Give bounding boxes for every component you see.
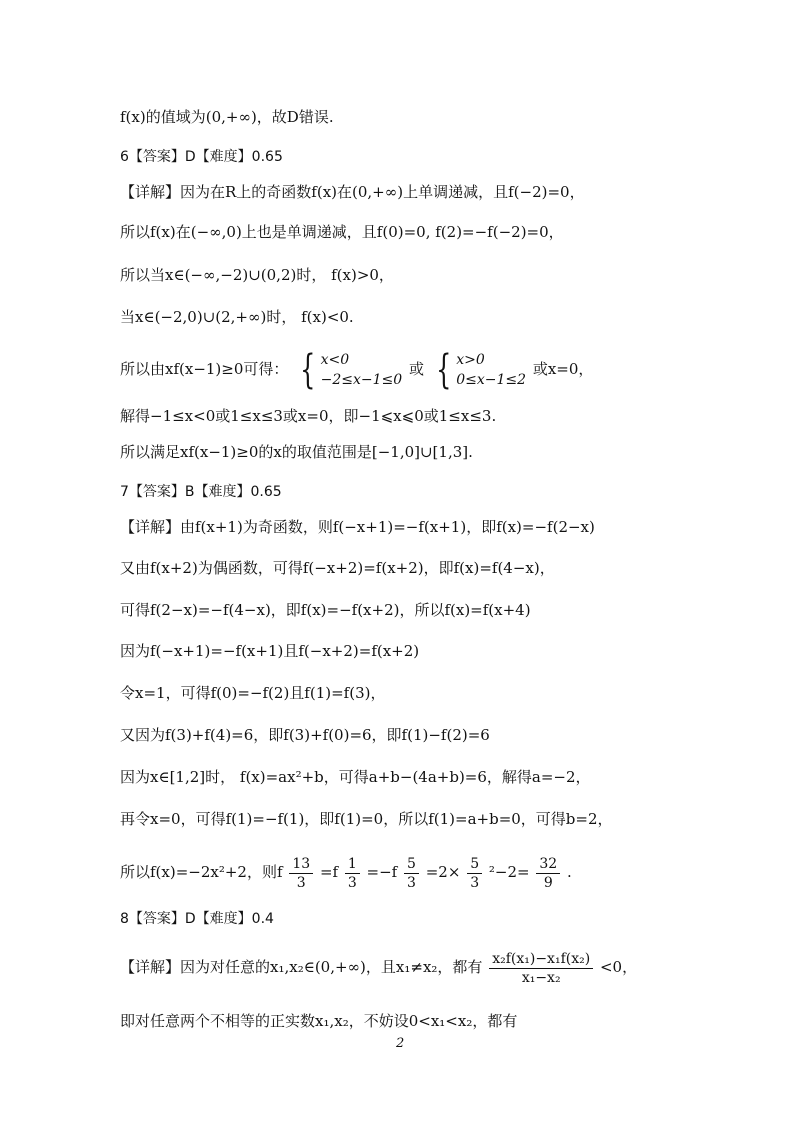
text-segment: =f xyxy=(319,863,339,881)
text-line: 【详解】因为在R上的奇函数f(x)在(0,+∞)上单调递减，且f(−2)=0， xyxy=(120,183,585,201)
numerator: x₂f(x₁)−x₁f(x₂) xyxy=(489,950,593,969)
fraction xyxy=(345,855,360,892)
text-line: 因为x∈[1,2]时， f(x)=ax²+b，可得a+b−(4a+b)=6，解得a=−2， xyxy=(120,768,591,786)
denominator: 9 xyxy=(543,874,553,891)
denominator: 3 xyxy=(407,874,416,891)
answer-heading-6: 6【答案】D【难度】0.65 xyxy=(120,149,283,165)
text-line: 当x∈(−2,0)∪(2,+∞)时， f(x)<0. xyxy=(120,308,354,326)
denominator: 3 xyxy=(347,874,357,891)
answer-heading-8: 8【答案】D【难度】0.4 xyxy=(120,911,274,927)
text-line: 令x=1，可得f(0)=−f(2)且f(1)=f(3)， xyxy=(120,684,386,702)
fraction xyxy=(489,950,593,987)
fraction-line xyxy=(120,945,740,989)
system-row: x<0 xyxy=(320,352,350,368)
system-row: x>0 xyxy=(456,352,485,368)
text-segment: 【详解】因为对任意的x₁,x₂∈(0,+∞)，且x₁≠x₂，都有 xyxy=(120,958,483,976)
brace: { xyxy=(300,347,316,393)
text-segment: <0， xyxy=(599,958,638,976)
page-number: 2 xyxy=(396,1036,405,1051)
fraction xyxy=(404,855,419,892)
system-row: 0≤x−1≤2 xyxy=(456,372,527,388)
numerator: 32 xyxy=(536,855,560,874)
text-line: 所以f(x)在(−∞,0)上也是单调递减，且f(0)=0, f(2)=−f(−2)=0， xyxy=(120,223,564,241)
denominator: 3 xyxy=(296,874,306,891)
text-segment: 或x=0， xyxy=(532,360,594,378)
text-line: 【详解】由f(x+1)为奇函数，则f(−x+1)=−f(x+1)，即f(x)=−f(2−x) xyxy=(120,518,595,536)
system-line xyxy=(120,345,740,393)
system-2 xyxy=(431,347,527,393)
text-line: 可得f(2−x)=−f(4−x)，即f(x)=−f(x+2)，所以f(x)=f(x+4) xyxy=(120,601,531,619)
numerator: 5 xyxy=(467,855,482,874)
text-line: 又由f(x+2)为偶函数，可得f(−x+2)=f(x+2)，即f(x)=f(4−x)， xyxy=(120,559,555,577)
text-line: 即对任意两个不相等的正实数x₁,x₂，不妨设0<x₁<x₂，都有 xyxy=(120,1012,518,1030)
text-line: 因为f(−x+1)=−f(x+1)且f(−x+2)=f(x+2) xyxy=(120,642,420,660)
denominator: x₁−x₂ xyxy=(521,969,561,986)
system-1 xyxy=(295,347,403,393)
system-row: −2≤x−1≤0 xyxy=(320,372,403,388)
fraction xyxy=(536,855,560,892)
answer-heading-7: 7【答案】B【难度】0.65 xyxy=(120,484,282,500)
text-segment: ²−2= xyxy=(488,863,530,881)
text-line: 所以满足xf(x−1)≥0的x的取值范围是[−1,0]∪[1,3]. xyxy=(120,443,473,461)
text-segment: 所以由xf(x−1)≥0可得： xyxy=(120,360,289,378)
numerator: 13 xyxy=(289,855,313,874)
text-segment: =2× xyxy=(425,863,461,881)
numerator: 5 xyxy=(404,855,419,874)
text-segment: =−f xyxy=(366,863,398,881)
text-line: f(x)的值域为(0,+∞)，故D错误. xyxy=(120,108,334,126)
text-line: 又因为f(3)+f(4)=6，即f(3)+f(0)=6，即f(1)−f(2)=6 xyxy=(120,726,490,744)
text-line: 解得−1≤x<0或1≤x≤3或x=0，即−1⩽x⩽0或1≤x≤3. xyxy=(120,407,497,425)
text-segment: . xyxy=(567,863,572,881)
text-line: 所以当x∈(−∞,−2)∪(0,2)时， f(x)>0， xyxy=(120,266,394,284)
text-segment: 或 xyxy=(408,360,424,378)
brace: { xyxy=(435,347,452,393)
fraction xyxy=(467,855,482,892)
fraction xyxy=(289,855,313,892)
text-line: 再令x=0，可得f(1)=−f(1)，即f(1)=0，所以f(1)=a+b=0，可得b=2， xyxy=(120,810,613,828)
numerator: 1 xyxy=(345,855,360,874)
fraction-line xyxy=(120,850,740,894)
text-segment: 所以f(x)=−2x²+2，则f xyxy=(120,863,283,881)
denominator: 3 xyxy=(470,874,480,891)
